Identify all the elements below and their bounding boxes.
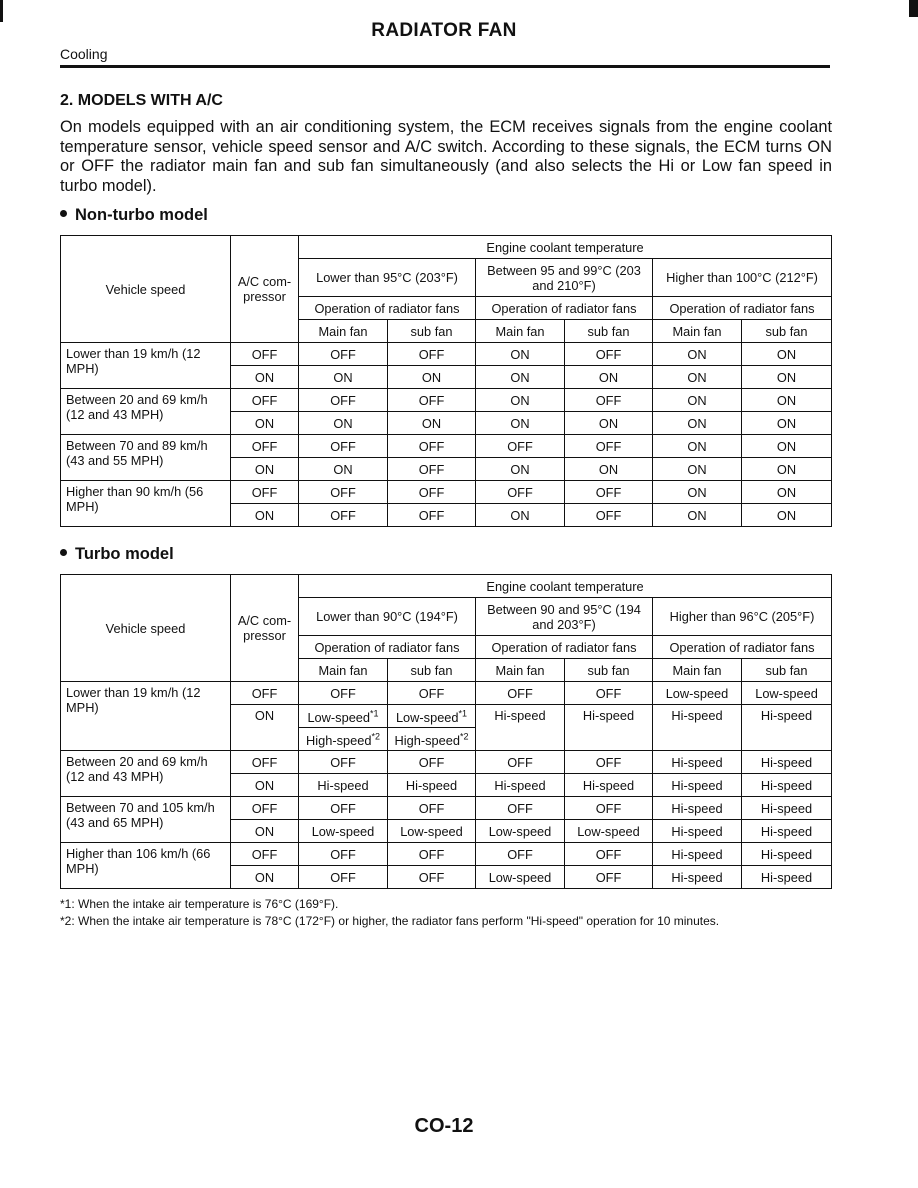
sub-fan-header: sub fan bbox=[388, 659, 476, 682]
cell: OFF bbox=[231, 682, 299, 705]
fan-state-cell: OFF bbox=[388, 435, 476, 458]
fan-state-cell: Hi-speed bbox=[653, 820, 742, 843]
operation-header: Operation of radiator fans bbox=[299, 636, 476, 659]
fan-state-cell: OFF bbox=[565, 751, 653, 774]
fan-state-cell: OFF bbox=[388, 481, 476, 504]
footnote-marker: *2 bbox=[371, 731, 380, 742]
fan-state-cell: Hi-speed bbox=[653, 843, 742, 866]
fan-state-cell: ON bbox=[742, 343, 832, 366]
cell bbox=[388, 705, 476, 728]
section-heading: 2. MODELS WITH A/C bbox=[60, 92, 223, 109]
footnote-marker: *1 bbox=[458, 708, 468, 719]
fan-state-cell: ON bbox=[565, 412, 653, 435]
fan-state-cell: Hi-speed bbox=[565, 774, 653, 797]
fan-state-cell: OFF bbox=[476, 797, 565, 820]
non-turbo-title: Non-turbo model bbox=[75, 206, 208, 224]
ac-state-cell: OFF bbox=[231, 435, 299, 458]
fan-state-cell: Hi-speed bbox=[653, 751, 742, 774]
ac-state-cell: OFF bbox=[231, 843, 299, 866]
cell: Hi-speed bbox=[653, 705, 742, 751]
cell bbox=[299, 705, 388, 728]
speed-label: Lower than 19 km/h (12 MPH) bbox=[61, 682, 231, 751]
intro-paragraph: On models equipped with an air conditioning system, the ECM receives signals from the engine coolant temperature sensor, vehicle speed sensor and A/C switch. According to these signals, the ECM turns ON or OFF the radiator main fan and sub fan simultaneously (and also selects the Hi or Low fan speed in turbo model). bbox=[60, 118, 832, 195]
fan-state-cell: ON bbox=[476, 504, 565, 527]
main-fan-header: Main fan bbox=[299, 320, 388, 343]
fan-state-cell: ON bbox=[653, 435, 742, 458]
sub-fan-header: sub fan bbox=[742, 320, 832, 343]
operation-header: Operation of radiator fans bbox=[476, 297, 653, 320]
speed-label: Between 20 and 69 km/h (12 and 43 MPH) bbox=[61, 751, 231, 797]
cell-text: High-speed$^{*2}$ bbox=[394, 731, 469, 749]
fan-state-cell: ON bbox=[565, 458, 653, 481]
ac-state-cell: OFF bbox=[231, 751, 299, 774]
cell bbox=[388, 728, 476, 751]
fan-state-cell: OFF bbox=[299, 389, 388, 412]
speed-label: Between 70 and 89 km/h (43 and 55 MPH) bbox=[61, 435, 231, 481]
fan-state-cell: Hi-speed bbox=[653, 774, 742, 797]
speed-label: Between 70 and 105 km/h (43 and 65 MPH) bbox=[61, 797, 231, 843]
fan-state-cell: Hi-speed bbox=[388, 774, 476, 797]
fan-state-cell: Hi-speed bbox=[742, 774, 832, 797]
temp-range-header: Higher than 96°C (205°F) bbox=[653, 598, 832, 636]
fan-state-cell: OFF bbox=[565, 481, 653, 504]
fan-state-cell: OFF bbox=[476, 751, 565, 774]
fan-state-cell: OFF bbox=[388, 797, 476, 820]
fan-state-cell: Hi-speed bbox=[299, 774, 388, 797]
cell-text: High-speed$^{*2}$ bbox=[306, 731, 380, 749]
fan-state-cell: OFF bbox=[476, 481, 565, 504]
ac-compressor-header: A/C com-pressor bbox=[231, 575, 299, 682]
fan-state-cell: OFF bbox=[388, 458, 476, 481]
cell: ON bbox=[231, 705, 299, 751]
footnotes bbox=[60, 896, 719, 930]
fan-state-cell: OFF bbox=[565, 389, 653, 412]
fan-state-cell: ON bbox=[742, 366, 832, 389]
main-fan-header: Main fan bbox=[653, 659, 742, 682]
temp-range-header: Between 95 and 99°C (203 and 210°F) bbox=[476, 259, 653, 297]
fan-state-cell: OFF bbox=[388, 389, 476, 412]
fan-state-cell: Hi-speed bbox=[742, 797, 832, 820]
fan-state-cell: OFF bbox=[476, 435, 565, 458]
operation-header: Operation of radiator fans bbox=[299, 297, 476, 320]
fan-state-cell: ON bbox=[742, 458, 832, 481]
fan-state-cell: ON bbox=[742, 481, 832, 504]
fan-state-cell: ON bbox=[653, 504, 742, 527]
engine-temp-header: Engine coolant temperature bbox=[299, 236, 832, 259]
fan-state-cell: ON bbox=[653, 366, 742, 389]
fan-state-cell: OFF bbox=[299, 751, 388, 774]
footnote-1: *1: When the intake air temperature is 76°C (169°F). bbox=[60, 897, 339, 911]
fan-state-cell: ON bbox=[742, 504, 832, 527]
cell: Hi-speed bbox=[742, 705, 832, 751]
fan-state-cell: OFF bbox=[299, 504, 388, 527]
speed-label: Between 20 and 69 km/h (12 and 43 MPH) bbox=[61, 389, 231, 435]
cell: Hi-speed bbox=[476, 705, 565, 751]
fan-state-cell: ON bbox=[299, 458, 388, 481]
fan-state-cell: Low-speed bbox=[565, 820, 653, 843]
fan-state-cell: OFF bbox=[388, 343, 476, 366]
fan-state-cell: OFF bbox=[388, 843, 476, 866]
fan-state-cell: OFF bbox=[565, 435, 653, 458]
main-fan-header: Main fan bbox=[476, 659, 565, 682]
cell bbox=[299, 728, 388, 751]
fan-state-cell: ON bbox=[299, 412, 388, 435]
footnote-marker: *1 bbox=[370, 708, 379, 719]
operation-header: Operation of radiator fans bbox=[653, 297, 832, 320]
fan-state-cell: ON bbox=[388, 412, 476, 435]
ac-state-cell: OFF bbox=[231, 343, 299, 366]
page-edge-mark-right bbox=[909, 0, 918, 17]
header-divider bbox=[60, 65, 830, 68]
temp-range-header: Lower than 90°C (194°F) bbox=[299, 598, 476, 636]
cell: Low-speed bbox=[653, 682, 742, 705]
fan-state-cell: Hi-speed bbox=[742, 820, 832, 843]
fan-state-cell: Low-speed bbox=[476, 866, 565, 889]
cell: Low-speed bbox=[742, 682, 832, 705]
turbo-table bbox=[60, 574, 832, 889]
fan-state-cell: ON bbox=[653, 343, 742, 366]
vehicle-speed-header: Vehicle speed bbox=[61, 575, 231, 682]
fan-state-cell: ON bbox=[476, 343, 565, 366]
ac-state-cell: OFF bbox=[231, 481, 299, 504]
fan-state-cell: ON bbox=[476, 366, 565, 389]
fan-state-cell: OFF bbox=[388, 866, 476, 889]
speed-label: Higher than 106 km/h (66 MPH) bbox=[61, 843, 231, 889]
fan-state-cell: Low-speed bbox=[388, 820, 476, 843]
ac-state-cell: ON bbox=[231, 774, 299, 797]
ac-compressor-header: A/C com-pressor bbox=[231, 236, 299, 343]
turbo-title: Turbo model bbox=[75, 545, 174, 563]
page-edge-mark-left bbox=[0, 0, 3, 22]
page-number: CO-12 bbox=[414, 1115, 474, 1137]
section-label: Cooling bbox=[60, 46, 108, 62]
page-title: RADIATOR FAN bbox=[371, 20, 517, 41]
fan-state-cell: OFF bbox=[299, 435, 388, 458]
operation-header: Operation of radiator fans bbox=[476, 636, 653, 659]
sub-fan-header: sub fan bbox=[742, 659, 832, 682]
fan-state-cell: OFF bbox=[299, 343, 388, 366]
fan-state-cell: ON bbox=[653, 458, 742, 481]
fan-state-cell: ON bbox=[476, 458, 565, 481]
bullet-icon bbox=[60, 210, 67, 217]
non-turbo-table bbox=[60, 235, 832, 527]
speed-label: Higher than 90 km/h (56 MPH) bbox=[61, 481, 231, 527]
fan-state-cell: ON bbox=[299, 366, 388, 389]
fan-state-cell: ON bbox=[742, 389, 832, 412]
ac-state-cell: OFF bbox=[231, 389, 299, 412]
cell: OFF bbox=[476, 682, 565, 705]
footnote-marker: *2 bbox=[459, 731, 469, 742]
sub-fan-header: sub fan bbox=[565, 320, 653, 343]
ac-state-cell: ON bbox=[231, 412, 299, 435]
main-fan-header: Main fan bbox=[299, 659, 388, 682]
cell-text: Low-speed$^{*1}$ bbox=[307, 708, 379, 726]
cell-text: Low-speed$^{*1}$ bbox=[395, 708, 468, 726]
cell: OFF bbox=[299, 682, 388, 705]
temp-range-header: Higher than 100°C (212°F) bbox=[653, 259, 832, 297]
fan-state-cell: ON bbox=[476, 412, 565, 435]
cell: OFF bbox=[565, 682, 653, 705]
fan-state-cell: OFF bbox=[299, 843, 388, 866]
fan-state-cell: ON bbox=[742, 412, 832, 435]
fan-state-cell: Hi-speed bbox=[476, 774, 565, 797]
fan-state-cell: Low-speed bbox=[299, 820, 388, 843]
main-fan-header: Main fan bbox=[653, 320, 742, 343]
speed-label: Lower than 19 km/h (12 MPH) bbox=[61, 343, 231, 389]
fan-state-cell: OFF bbox=[565, 343, 653, 366]
fan-state-cell: ON bbox=[653, 412, 742, 435]
fan-state-cell: OFF bbox=[476, 843, 565, 866]
turbo-heading bbox=[60, 545, 174, 564]
fan-state-cell: OFF bbox=[388, 751, 476, 774]
ac-state-cell: ON bbox=[231, 504, 299, 527]
temp-range-header: Lower than 95°C (203°F) bbox=[299, 259, 476, 297]
fan-state-cell: ON bbox=[565, 366, 653, 389]
fan-state-cell: OFF bbox=[565, 843, 653, 866]
fan-state-cell: Hi-speed bbox=[653, 797, 742, 820]
operation-header: Operation of radiator fans bbox=[653, 636, 832, 659]
engine-temp-header: Engine coolant temperature bbox=[299, 575, 832, 598]
fan-state-cell: OFF bbox=[299, 481, 388, 504]
cell: Hi-speed bbox=[565, 705, 653, 751]
ac-state-cell: ON bbox=[231, 866, 299, 889]
footnote-2: *2: When the intake air temperature is 78°C (172°F) or higher, the radiator fans perform "Hi-speed" operation for 10 minutes. bbox=[60, 914, 720, 928]
fan-state-cell: ON bbox=[388, 366, 476, 389]
fan-state-cell: Hi-speed bbox=[742, 843, 832, 866]
fan-state-cell: OFF bbox=[388, 504, 476, 527]
ac-state-cell: ON bbox=[231, 458, 299, 481]
ac-state-cell: ON bbox=[231, 366, 299, 389]
fan-state-cell: Hi-speed bbox=[653, 866, 742, 889]
fan-state-cell: OFF bbox=[299, 866, 388, 889]
fan-state-cell: Low-speed bbox=[476, 820, 565, 843]
fan-state-cell: ON bbox=[653, 481, 742, 504]
bullet-icon bbox=[60, 549, 67, 556]
ac-state-cell: OFF bbox=[231, 797, 299, 820]
fan-state-cell: OFF bbox=[299, 797, 388, 820]
fan-state-cell: ON bbox=[742, 435, 832, 458]
temp-range-header: Between 90 and 95°C (194 and 203°F) bbox=[476, 598, 653, 636]
fan-state-cell: OFF bbox=[565, 797, 653, 820]
vehicle-speed-header: Vehicle speed bbox=[61, 236, 231, 343]
fan-state-cell: ON bbox=[653, 389, 742, 412]
fan-state-cell: ON bbox=[476, 389, 565, 412]
non-turbo-heading bbox=[60, 206, 208, 225]
cell: OFF bbox=[388, 682, 476, 705]
fan-state-cell: OFF bbox=[565, 866, 653, 889]
fan-state-cell: Hi-speed bbox=[742, 751, 832, 774]
ac-state-cell: ON bbox=[231, 820, 299, 843]
sub-fan-header: sub fan bbox=[388, 320, 476, 343]
main-fan-header: Main fan bbox=[476, 320, 565, 343]
fan-state-cell: OFF bbox=[565, 504, 653, 527]
fan-state-cell: Hi-speed bbox=[742, 866, 832, 889]
sub-fan-header: sub fan bbox=[565, 659, 653, 682]
